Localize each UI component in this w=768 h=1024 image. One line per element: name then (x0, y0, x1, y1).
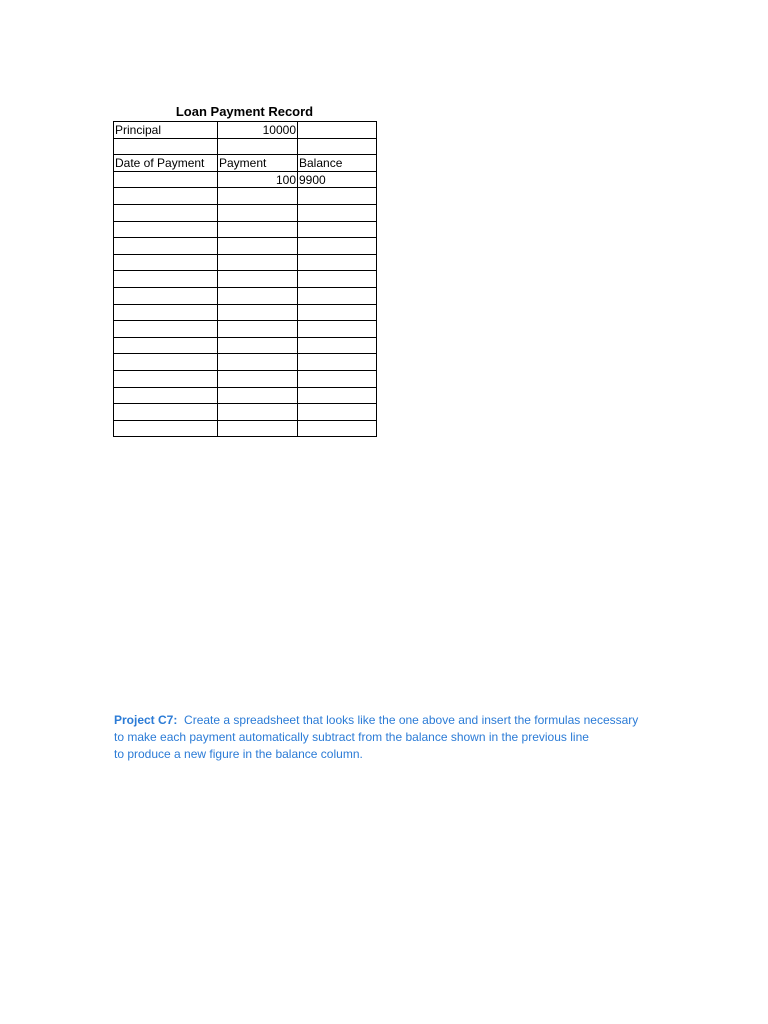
payment-row (114, 370, 377, 387)
balance-cell[interactable] (298, 221, 377, 238)
payment-row (114, 254, 377, 271)
payment-cell[interactable] (218, 204, 298, 221)
date-cell[interactable] (114, 304, 218, 321)
principal-row (114, 122, 377, 139)
balance-cell[interactable] (298, 404, 377, 421)
payment-cell[interactable] (218, 287, 298, 304)
date-cell[interactable] (114, 254, 218, 271)
payment-row (114, 404, 377, 421)
header-payment[interactable]: Payment (218, 155, 298, 172)
payment-row (114, 287, 377, 304)
balance-cell[interactable] (298, 387, 377, 404)
header-balance[interactable]: Balance (298, 155, 377, 172)
project-text-line-1: Create a spreadsheet that looks like the one above and insert the formulas necessary (184, 713, 639, 727)
payment-cell[interactable] (218, 370, 298, 387)
payment-row (114, 188, 377, 205)
header-row (114, 155, 377, 172)
payment-row (114, 387, 377, 404)
payment-cell[interactable]: 100 (218, 171, 298, 188)
blank-cell[interactable] (298, 138, 377, 155)
project-instructions (114, 712, 734, 763)
date-cell[interactable] (114, 420, 218, 437)
payment-row (114, 238, 377, 255)
payment-row (114, 420, 377, 437)
payment-cell[interactable] (218, 221, 298, 238)
payment-cell[interactable] (218, 188, 298, 205)
payment-row (114, 171, 377, 188)
payment-row (114, 204, 377, 221)
payment-cell[interactable] (218, 420, 298, 437)
date-cell[interactable] (114, 287, 218, 304)
balance-cell[interactable] (298, 188, 377, 205)
date-cell[interactable] (114, 238, 218, 255)
header-date-of-payment[interactable]: Date of Payment (114, 155, 218, 172)
payment-row (114, 271, 377, 288)
principal-label-cell[interactable]: Principal (114, 122, 218, 139)
sheet-title: Loan Payment Record (175, 104, 314, 119)
project-text-line-3: to produce a new figure in the balance column. (114, 747, 363, 761)
payment-cell[interactable] (218, 254, 298, 271)
payment-cell[interactable] (218, 321, 298, 338)
date-cell[interactable] (114, 337, 218, 354)
blank-cell[interactable] (114, 138, 218, 155)
payment-cell[interactable] (218, 337, 298, 354)
payment-row (114, 304, 377, 321)
date-cell[interactable] (114, 188, 218, 205)
payment-row (114, 337, 377, 354)
project-line-1 (114, 712, 734, 729)
balance-cell[interactable] (298, 337, 377, 354)
balance-cell[interactable]: 9900 (298, 171, 377, 188)
payment-cell[interactable] (218, 387, 298, 404)
balance-cell[interactable] (298, 321, 377, 338)
date-cell[interactable] (114, 171, 218, 188)
blank-row (114, 138, 377, 155)
principal-value-cell[interactable]: 10000 (218, 122, 298, 139)
payment-cell[interactable] (218, 271, 298, 288)
payment-row (114, 221, 377, 238)
project-label: Project C7: (114, 713, 178, 727)
project-text-line-2: to make each payment automatically subtract from the balance shown in the previous line (114, 730, 589, 744)
date-cell[interactable] (114, 370, 218, 387)
payment-cell[interactable] (218, 404, 298, 421)
date-cell[interactable] (114, 354, 218, 371)
balance-cell[interactable] (298, 271, 377, 288)
date-cell[interactable] (114, 321, 218, 338)
balance-cell[interactable] (298, 420, 377, 437)
payment-cell[interactable] (218, 354, 298, 371)
date-cell[interactable] (114, 204, 218, 221)
principal-empty-cell[interactable] (298, 122, 377, 139)
balance-cell[interactable] (298, 304, 377, 321)
date-cell[interactable] (114, 271, 218, 288)
balance-cell[interactable] (298, 254, 377, 271)
loan-payment-table (113, 121, 377, 437)
balance-cell[interactable] (298, 370, 377, 387)
date-cell[interactable] (114, 404, 218, 421)
payment-row (114, 321, 377, 338)
date-cell[interactable] (114, 221, 218, 238)
balance-cell[interactable] (298, 287, 377, 304)
payment-row (114, 354, 377, 371)
balance-cell[interactable] (298, 354, 377, 371)
payment-cell[interactable] (218, 304, 298, 321)
blank-cell[interactable] (218, 138, 298, 155)
balance-cell[interactable] (298, 238, 377, 255)
date-cell[interactable] (114, 387, 218, 404)
payment-cell[interactable] (218, 238, 298, 255)
balance-cell[interactable] (298, 204, 377, 221)
